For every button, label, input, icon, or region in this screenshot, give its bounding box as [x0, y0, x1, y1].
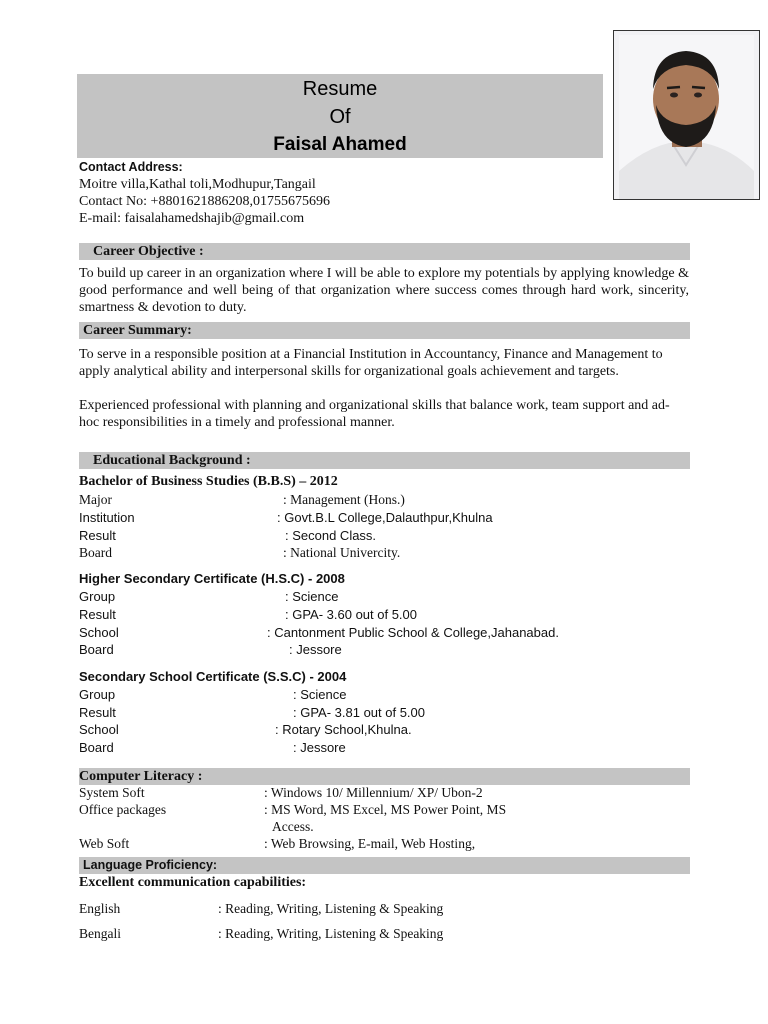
education-heading: Educational Background :: [79, 452, 690, 469]
language-subheading: Excellent communication capabilities:: [79, 875, 307, 890]
career-summary-heading: Career Summary:: [79, 322, 690, 339]
hsc-row-group: Group : Science: [79, 589, 339, 604]
bbs-row-board: Board : National Univercity.: [79, 545, 401, 560]
hsc-row-school: School : Cantonment Public School & College,Jahanabad.: [79, 625, 559, 640]
profile-photo: [613, 30, 760, 200]
bbs-row-institution: Institution : Govt.B.L College,Dalauthpur,Khulna: [79, 510, 493, 525]
ssc-row-school: School : Rotary School,Khulna.: [79, 722, 412, 737]
contact-phone: Contact No: +8801621886208,01755675696: [79, 194, 330, 209]
resume-title-block: [77, 74, 603, 158]
ssc-row-board: Board : Jessore: [79, 740, 346, 755]
person-portrait-icon: [614, 31, 759, 199]
hsc-row-result: Result : GPA- 3.60 out of 5.00: [79, 607, 418, 622]
bbs-row-major: Major : Management (Hons.): [79, 492, 405, 507]
ssc-row-group: Group : Science: [79, 687, 347, 702]
career-summary-para2: Experienced professional with planning and organizational skills that balance work, team support and ad-hoc responsibilities in a timely and professional manner.: [79, 398, 670, 430]
language-heading: Language Proficiency:: [79, 857, 690, 874]
bbs-title: Bachelor of Business Studies (B.B.S) – 2012: [79, 474, 338, 489]
ssc-row-result: Result : GPA- 3.81 out of 5.00: [79, 705, 426, 720]
career-objective-heading: Career Objective :: [79, 243, 690, 260]
computer-row-system-soft: System Soft : Windows 10/ Millennium/ XP/ Ubon-2: [79, 785, 483, 800]
title-line-of: Of: [329, 106, 351, 128]
hsc-row-board: Board : Jessore: [79, 642, 342, 657]
contact-heading: Contact Address:: [79, 160, 183, 174]
career-summary-para1: To serve in a responsible position at a Financial Institution in Accountancy, Finance and Management to apply analytical ability and interpersonal skills for organizational goals achievement and targets.: [79, 347, 663, 379]
title-line-resume: Resume: [302, 78, 378, 100]
computer-row-office-packages: Office packages : MS Word, MS Excel, MS Power Point, MS: [79, 802, 507, 817]
language-row-bengali: Bengali : Reading, Writing, Listening & Speaking: [79, 926, 444, 941]
career-objective-text: To build up career in an organization where I will be able to explore my potentials by applying knowledge & good performance and well being of that organization where success comes through hard work, sincerity, smartness & devotion to duty.: [79, 266, 689, 315]
contact-address: Moitre villa,Kathal toli,Modhupur,Tangail: [79, 177, 316, 192]
computer-row-web-soft: Web Soft : Web Browsing, E-mail, Web Hosting,: [79, 836, 476, 851]
computer-literacy-heading: Computer Literacy :: [79, 768, 690, 785]
contact-email: E-mail: faisalahamedshajib@gmail.com: [79, 211, 305, 226]
bbs-row-result: Result : Second Class.: [79, 528, 377, 543]
candidate-name: Faisal Ahamed: [273, 134, 407, 155]
ssc-title: Secondary School Certificate (S.S.C) - 2004: [79, 669, 347, 684]
hsc-title: Higher Secondary Certificate (H.S.C) - 2008: [79, 571, 345, 586]
language-row-english: English : Reading, Writing, Listening & Speaking: [79, 901, 444, 916]
